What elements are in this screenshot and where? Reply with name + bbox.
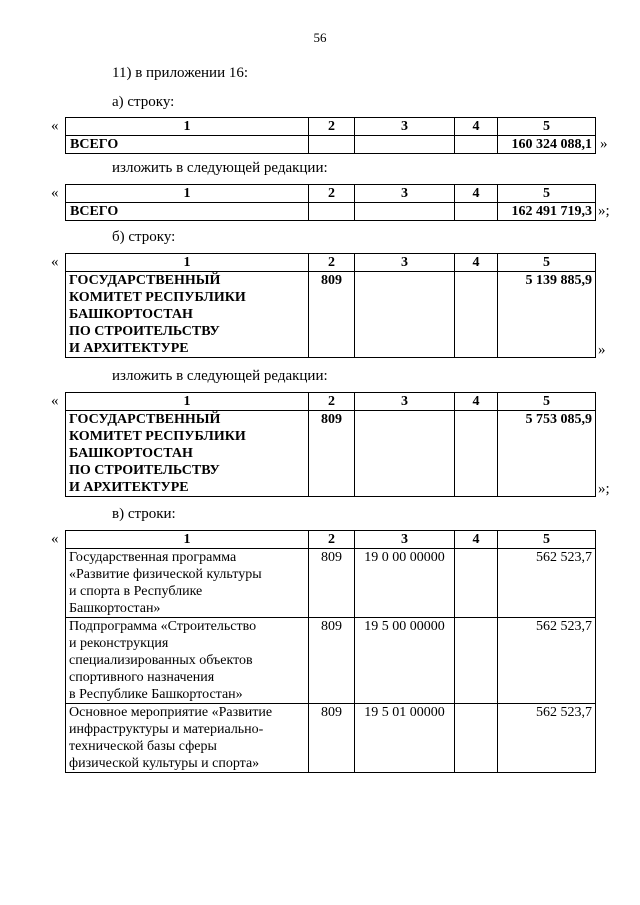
table-row xyxy=(66,549,596,618)
row-name: ВСЕГО xyxy=(66,203,309,221)
row-amount: 562 523,7 xyxy=(498,549,596,618)
header-col-4: 4 xyxy=(455,393,498,411)
page-number: 56 xyxy=(313,30,327,45)
row-name: Государственная программа «Развитие физической культуры и спорта в Республике Башкортостан» xyxy=(66,549,309,618)
quote-open: « xyxy=(51,254,59,270)
row-col-3: 19 5 00 00000 xyxy=(355,618,455,704)
row-col-4 xyxy=(455,618,498,704)
row-name: ВСЕГО xyxy=(66,136,309,154)
row-col-4 xyxy=(455,549,498,618)
replace-label: изложить в следующей редакции: xyxy=(112,160,328,176)
table-header-row xyxy=(66,118,596,136)
row-col-3: 19 5 01 00000 xyxy=(355,704,455,773)
table-header-row xyxy=(66,393,596,411)
row-col-2: 809 xyxy=(309,618,355,704)
header-col-1: 1 xyxy=(66,254,309,272)
row-col-4 xyxy=(455,411,498,497)
header-col-3: 3 xyxy=(355,254,455,272)
row-amount: 562 523,7 xyxy=(498,704,596,773)
row-col-3 xyxy=(355,411,455,497)
row-col-2: 809 xyxy=(309,704,355,773)
row-amount: 562 523,7 xyxy=(498,618,596,704)
quote-open: « xyxy=(51,185,59,201)
quote-open: « xyxy=(51,393,59,409)
table-b-new xyxy=(65,392,596,497)
header-col-5: 5 xyxy=(498,185,596,203)
table-row xyxy=(66,203,596,221)
row-amount: 160 324 088,1 xyxy=(498,136,596,154)
replace-label: изложить в следующей редакции: xyxy=(112,368,328,384)
table-row xyxy=(66,272,596,358)
quote-close: » xyxy=(600,136,608,152)
row-name: Подпрограмма «Строительство и реконструкция специализированных объектов спортивного назначения в Республике Башкортостан» xyxy=(66,618,309,704)
header-col-5: 5 xyxy=(498,118,596,136)
table-b-old xyxy=(65,253,596,358)
header-col-5: 5 xyxy=(498,393,596,411)
header-col-4: 4 xyxy=(455,254,498,272)
quote-open: « xyxy=(51,531,59,547)
row-col-2 xyxy=(309,203,355,221)
header-col-3: 3 xyxy=(355,393,455,411)
header-col-2: 2 xyxy=(309,254,355,272)
table-a-old xyxy=(65,117,596,154)
header-col-4: 4 xyxy=(455,118,498,136)
sub-b-label: б) строку: xyxy=(112,229,176,245)
row-col-2: 809 xyxy=(309,549,355,618)
header-col-4: 4 xyxy=(455,185,498,203)
row-amount: 5 753 085,9 xyxy=(498,411,596,497)
table-header-row xyxy=(66,185,596,203)
item-heading: 11) в приложении 16: xyxy=(112,65,249,81)
row-col-2 xyxy=(309,136,355,154)
row-col-3 xyxy=(355,136,455,154)
row-col-3 xyxy=(355,272,455,358)
table-header-row xyxy=(66,254,596,272)
row-col-3: 19 0 00 00000 xyxy=(355,549,455,618)
row-name: Основное мероприятие «Развитие инфраструктуры и материально- технической базы сферы физической культуры и спорта» xyxy=(66,704,309,773)
row-col-2: 809 xyxy=(309,272,355,358)
header-col-2: 2 xyxy=(309,185,355,203)
table-row xyxy=(66,618,596,704)
quote-close: » xyxy=(598,342,606,358)
table-a-new xyxy=(65,184,596,221)
header-col-2: 2 xyxy=(309,393,355,411)
header-col-1: 1 xyxy=(66,393,309,411)
sub-v-label: в) строки: xyxy=(112,506,176,522)
header-col-1: 1 xyxy=(66,118,309,136)
header-col-2: 2 xyxy=(309,531,355,549)
row-name: ГОСУДАРСТВЕННЫЙ КОМИТЕТ РЕСПУБЛИКИ БАШКОРТОСТАН ПО СТРОИТЕЛЬСТВУ И АРХИТЕКТУРЕ xyxy=(66,411,309,497)
header-col-4: 4 xyxy=(455,531,498,549)
header-col-2: 2 xyxy=(309,118,355,136)
header-col-5: 5 xyxy=(498,254,596,272)
table-row xyxy=(66,136,596,154)
header-col-3: 3 xyxy=(355,118,455,136)
table-row xyxy=(66,704,596,773)
header-col-1: 1 xyxy=(66,531,309,549)
row-col-4 xyxy=(455,272,498,358)
row-col-4 xyxy=(455,203,498,221)
table-row xyxy=(66,411,596,497)
row-name: ГОСУДАРСТВЕННЫЙ КОМИТЕТ РЕСПУБЛИКИ БАШКОРТОСТАН ПО СТРОИТЕЛЬСТВУ И АРХИТЕКТУРЕ xyxy=(66,272,309,358)
table-header-row xyxy=(66,531,596,549)
row-amount: 5 139 885,9 xyxy=(498,272,596,358)
row-amount: 162 491 719,3 xyxy=(498,203,596,221)
header-col-3: 3 xyxy=(355,185,455,203)
row-col-4 xyxy=(455,136,498,154)
header-col-3: 3 xyxy=(355,531,455,549)
header-col-1: 1 xyxy=(66,185,309,203)
table-v xyxy=(65,530,596,773)
quote-open: « xyxy=(51,118,59,134)
quote-close-semicolon: »; xyxy=(598,481,610,497)
sub-a-label: а) строку: xyxy=(112,94,175,110)
quote-close-semicolon: »; xyxy=(598,203,610,219)
row-col-2: 809 xyxy=(309,411,355,497)
row-col-3 xyxy=(355,203,455,221)
header-col-5: 5 xyxy=(498,531,596,549)
row-col-4 xyxy=(455,704,498,773)
